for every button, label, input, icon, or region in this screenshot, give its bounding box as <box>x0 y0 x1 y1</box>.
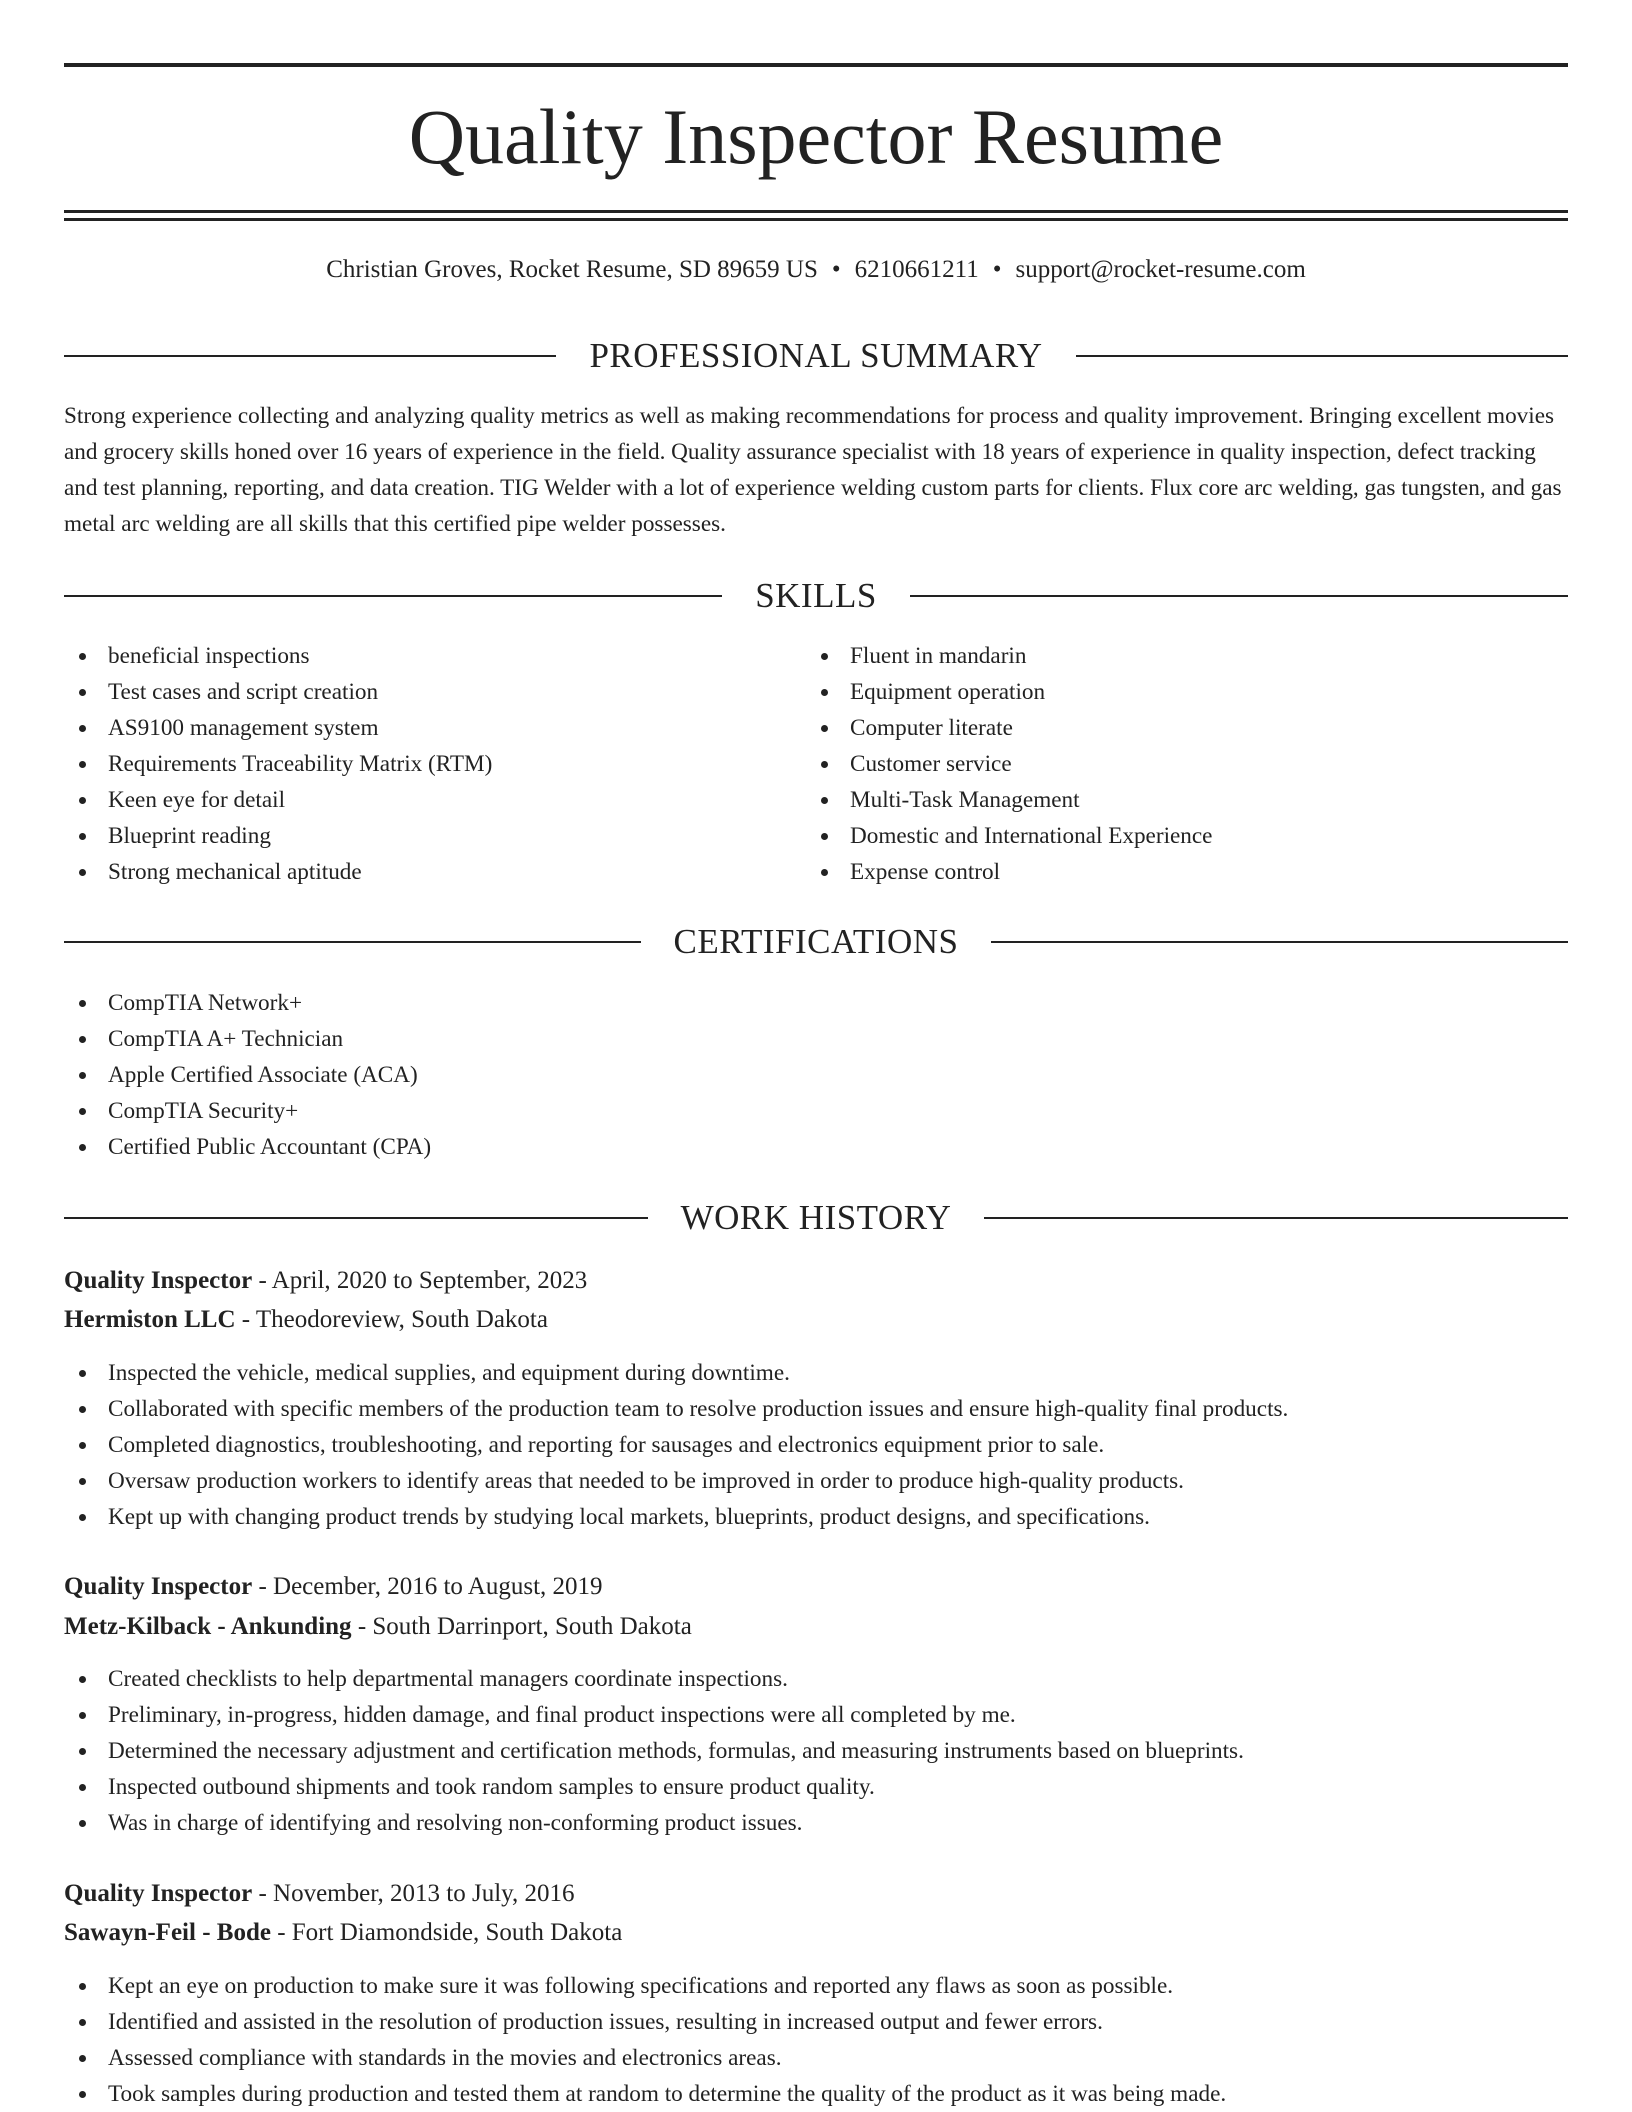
list-item <box>64 710 492 746</box>
bullet-dot <box>79 2091 86 2098</box>
summary-paragraph: Strong experience collecting and analyzing quality metrics as well as making recommendations for process and quality improvement. Bringing excellent movies and grocery skills honed over 16 years of experience in the field. Quality assurance specialist with 18 years of experience in quality inspection, defect tracking and test planning, reporting, and data creation. TIG Welder with a lot of experience welding custom parts for clients. Flux core arc welding, gas tungsten, and gas metal arc welding are all skills that this certified pipe welder possesses. <box>64 403 1562 537</box>
list-item <box>64 674 492 710</box>
list-item <box>64 1021 431 1057</box>
heading-rule <box>991 941 1568 943</box>
bullet-dot <box>79 1748 86 1755</box>
list-item <box>64 2040 1226 2076</box>
section-title: PROFESSIONAL SUMMARY <box>589 336 1043 375</box>
duty-text: Was in charge of identifying and resolving non-conforming product issues. <box>108 1810 803 1836</box>
skill-text: Domestic and International Experience <box>850 823 1213 849</box>
list-item <box>64 746 492 782</box>
list-item <box>64 1733 1244 1769</box>
heading-rule <box>1076 355 1568 357</box>
list-item <box>806 782 1212 818</box>
job-location: - Theodoreview, South Dakota <box>235 1306 548 1333</box>
job-title-line <box>64 1875 575 1913</box>
list-item <box>806 746 1212 782</box>
job-dates: - April, 2020 to September, 2023 <box>252 1267 588 1294</box>
job-title: Quality Inspector <box>64 1880 253 1907</box>
separator-dot: • <box>992 256 1002 283</box>
skill-text: AS9100 management system <box>108 715 379 741</box>
duty-text: Kept up with changing product trends by studying local markets, blueprints, product designs, and specifications. <box>108 1504 1150 1530</box>
contact-email: support@rocket-resume.com <box>1015 256 1306 283</box>
job-company: Metz-Kilback - Ankunding <box>64 1613 352 1640</box>
heading-rule <box>64 1217 648 1219</box>
heading-rule <box>64 355 556 357</box>
job-title-line <box>64 1262 587 1300</box>
certification-text: Apple Certified Associate (ACA) <box>108 1062 418 1088</box>
bullet-dot <box>821 653 828 660</box>
duty-text: Preliminary, in-progress, hidden damage, and final product inspections were all completed by me. <box>108 1702 1016 1728</box>
bullet-dot <box>821 761 828 768</box>
bullet-dot <box>79 1000 86 1007</box>
job-dates: - November, 2013 to July, 2016 <box>252 1880 575 1907</box>
bullet-dot <box>821 869 828 876</box>
skill-text: Requirements Traceability Matrix (RTM) <box>108 751 493 777</box>
bullet-dot <box>79 1406 86 1413</box>
bullet-dot <box>79 653 86 660</box>
duty-text: Assessed compliance with standards in the movies and electronics areas. <box>108 2045 782 2071</box>
certification-text: CompTIA A+ Technician <box>108 1026 344 1052</box>
job-location: - South Darrinport, South Dakota <box>351 1613 692 1640</box>
skill-text: Strong mechanical aptitude <box>108 859 362 885</box>
bullet-dot <box>79 1676 86 1683</box>
list-item <box>64 1968 1226 2004</box>
list-item <box>64 1499 1288 1535</box>
contact-address: Christian Groves, Rocket Resume, SD 89659 US <box>326 256 818 283</box>
job-location: - Fort Diamondside, South Dakota <box>270 1919 623 1946</box>
job-company-line <box>64 1608 692 1646</box>
certification-text: CompTIA Security+ <box>108 1098 299 1124</box>
job-company-line <box>64 1301 548 1339</box>
bullet-dot <box>79 1820 86 1827</box>
section-heading-work-history <box>64 1198 1568 1238</box>
contact-phone: 6210661211 <box>854 256 979 283</box>
skill-text: Keen eye for detail <box>108 787 286 813</box>
certifications-list <box>64 985 431 1165</box>
bullet-dot <box>821 797 828 804</box>
section-heading-summary <box>64 336 1568 376</box>
resume-title: Quality Inspector Resume <box>408 93 1224 180</box>
skill-text: Blueprint reading <box>108 823 271 849</box>
section-title: SKILLS <box>755 576 877 615</box>
heading-rule <box>984 1217 1568 1219</box>
heading-rule <box>64 595 722 597</box>
job-title: Quality Inspector <box>64 1267 253 1294</box>
heading-rule <box>910 595 1568 597</box>
title-rule <box>64 210 1568 213</box>
bullet-dot <box>79 2019 86 2026</box>
bullet-dot <box>79 1983 86 1990</box>
bullet-dot <box>79 1144 86 1151</box>
list-item <box>64 1093 431 1129</box>
job-title-line <box>64 1568 603 1606</box>
job-bullets <box>64 1355 1288 1535</box>
bullet-dot <box>79 2055 86 2062</box>
bullet-dot <box>79 1036 86 1043</box>
skill-text: beneficial inspections <box>108 643 310 669</box>
skill-text: Computer literate <box>850 715 1013 741</box>
job-title: Quality Inspector <box>64 1573 253 1600</box>
bullet-dot <box>821 689 828 696</box>
skill-text: Customer service <box>850 751 1012 777</box>
job-company: Hermiston LLC <box>64 1306 236 1333</box>
list-item <box>64 854 492 890</box>
bullet-dot <box>79 1072 86 1079</box>
bullet-dot <box>79 1478 86 1485</box>
list-item <box>64 1661 1244 1697</box>
list-item <box>64 1129 431 1165</box>
list-item <box>64 818 492 854</box>
list-item <box>64 1057 431 1093</box>
skills-list-right <box>806 638 1212 890</box>
bullet-dot <box>79 869 86 876</box>
bullet-dot <box>79 1108 86 1115</box>
bullet-dot <box>79 689 86 696</box>
duty-text: Inspected outbound shipments and took random samples to ensure product quality. <box>108 1774 875 1800</box>
bullet-dot <box>79 1784 86 1791</box>
list-item <box>806 818 1212 854</box>
duty-text: Created checklists to help departmental managers coordinate inspections. <box>108 1666 788 1692</box>
contact-line <box>64 254 1568 286</box>
list-item <box>64 1769 1244 1805</box>
bullet-dot <box>79 761 86 768</box>
separator-dot: • <box>831 256 841 283</box>
bullet-dot <box>79 1712 86 1719</box>
duty-text: Inspected the vehicle, medical supplies, and equipment during downtime. <box>108 1360 790 1386</box>
skill-text: Test cases and script creation <box>108 679 379 705</box>
bullet-dot <box>79 797 86 804</box>
list-item <box>64 782 492 818</box>
section-heading-skills <box>64 576 1568 616</box>
duty-text: Kept an eye on production to make sure it was following specifications and reported any flaws as soon as possible. <box>108 1973 1174 1999</box>
job-dates: - December, 2016 to August, 2019 <box>252 1573 603 1600</box>
job-bullets <box>64 1968 1226 2112</box>
list-item <box>64 1463 1288 1499</box>
skills-list-left <box>64 638 492 890</box>
list-item <box>64 1355 1288 1391</box>
bullet-dot <box>821 833 828 840</box>
duty-text: Completed diagnostics, troubleshooting, and reporting for sausages and electronics equipment prior to sale. <box>108 1432 1105 1458</box>
bullet-dot <box>821 725 828 732</box>
section-title: WORK HISTORY <box>680 1198 952 1237</box>
job-company-line <box>64 1914 622 1952</box>
list-item <box>64 1697 1244 1733</box>
list-item <box>64 1427 1288 1463</box>
title-block <box>64 63 1568 221</box>
bullet-dot <box>79 1514 86 1521</box>
bullet-dot <box>79 833 86 840</box>
heading-rule <box>64 941 641 943</box>
skill-text: Equipment operation <box>850 679 1046 705</box>
list-item <box>64 2004 1226 2040</box>
bullet-dot <box>79 1442 86 1449</box>
list-item <box>64 638 492 674</box>
certification-text: Certified Public Accountant (CPA) <box>108 1134 432 1160</box>
list-item <box>806 854 1212 890</box>
duty-text: Identified and assisted in the resolution of production issues, resulting in increased output and fewer errors. <box>108 2009 1103 2035</box>
list-item <box>64 2076 1226 2112</box>
list-item <box>806 710 1212 746</box>
job-bullets <box>64 1661 1244 1841</box>
skill-text: Fluent in mandarin <box>850 643 1027 669</box>
list-item <box>64 1391 1288 1427</box>
skill-text: Expense control <box>850 859 1001 885</box>
duty-text: Determined the necessary adjustment and certification methods, formulas, and measuring instruments based on blueprints. <box>108 1738 1244 1764</box>
duty-text: Collaborated with specific members of the production team to resolve production issues and ensure high-quality final products. <box>108 1396 1289 1422</box>
list-item <box>64 985 431 1021</box>
section-heading-certifications <box>64 922 1568 962</box>
list-item <box>806 674 1212 710</box>
job-company: Sawayn-Feil - Bode <box>64 1919 271 1946</box>
section-title: CERTIFICATIONS <box>673 922 959 961</box>
list-item <box>806 638 1212 674</box>
list-item <box>64 1805 1244 1841</box>
title-rule <box>64 218 1568 221</box>
duty-text: Oversaw production workers to identify areas that needed to be improved in order to produce high-quality products. <box>108 1468 1184 1494</box>
certification-text: CompTIA Network+ <box>108 990 303 1016</box>
bullet-dot <box>79 725 86 732</box>
skill-text: Multi-Task Management <box>850 787 1080 813</box>
duty-text: Took samples during production and tested them at random to determine the quality of the product as it was being made. <box>108 2081 1227 2107</box>
bullet-dot <box>79 1370 86 1377</box>
